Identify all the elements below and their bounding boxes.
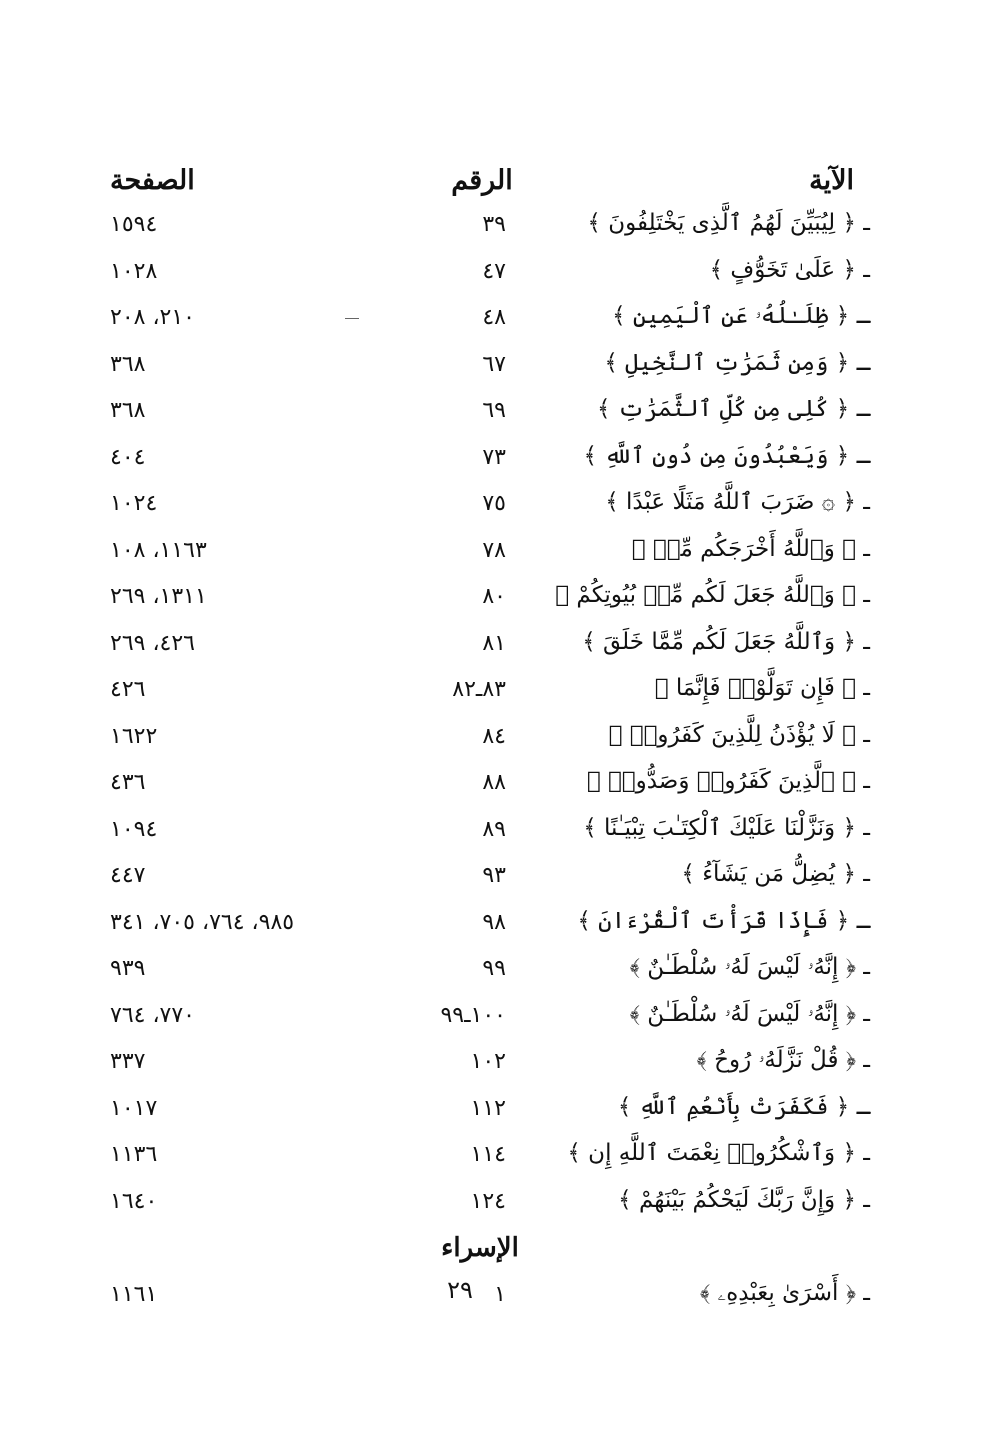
- ayah-text: ـ ﴿ وَنَزَّلْنَا عَلَيْكَ ٱلْكِتَـٰبَ تِبْيَـٰنًا ﴾: [583, 814, 870, 841]
- ayah-number: ٨٨: [482, 770, 506, 795]
- ayah-number: ٤٨: [482, 305, 506, 330]
- ayah-text: ـ ﴿ فَإِذَا قَرَأْتَ ٱلْقُرْءَانَ ﴾: [577, 907, 870, 934]
- ayah-number: ٨٠: [482, 584, 506, 609]
- page-ref: ٩٣٩: [110, 956, 146, 981]
- table-row: [0, 253, 1000, 300]
- ayah-text: ـ ﴿ وَإِنَّ رَبَّكَ لَيَحْكُمُ بَيْنَهُمْ ﴾: [618, 1186, 870, 1213]
- ayah-text: ـ ﴿ إِنَّهُۥ لَيْسَ لَهُۥ سُلْطَـٰنٌ ﴾: [629, 954, 870, 980]
- ayah-number: ٨٤: [482, 723, 506, 749]
- page-ref: ٤٢٦، ٢٦٩: [110, 630, 195, 656]
- ayah-number: ٦٩: [482, 398, 506, 423]
- ayah-text: ـ ﴿ وَٱللَّهُ جَعَلَ لَكُم مِّمَّا خَلَقَ ﴾: [582, 628, 870, 655]
- ayah-number: ٣٩: [482, 212, 506, 237]
- table-row: [0, 950, 1000, 997]
- ayah-number: ١٠٢: [470, 1049, 506, 1074]
- page-ref: ١٠٢٨: [110, 258, 158, 284]
- table-row: [0, 346, 1000, 393]
- page-ref: ١٥٩٤: [110, 212, 158, 237]
- page-ref: ١٠٢٤: [110, 491, 158, 516]
- ayah-text: ـ ﴿ وَٱشْكُرُوا۟ نِعْمَتَ ٱللَّهِ إِن ﴾: [567, 1140, 870, 1166]
- ayah-number: ٨٣ـ٨٢: [452, 677, 506, 702]
- page-ref: ٣٦٨: [110, 351, 146, 377]
- page-ref: ٢١٠، ٢٠٨: [110, 305, 195, 330]
- ayah-text: ـ ﴿ عَلَىٰ تَخَوُّفٍ ﴾: [709, 256, 870, 283]
- table-row: [0, 857, 1000, 904]
- ayah-number: ٩٩: [482, 956, 506, 981]
- table-row: [0, 1136, 1000, 1183]
- page-ref: ١١٦٣، ١٠٨: [110, 537, 207, 563]
- ayah-number: ٩٨: [482, 909, 506, 935]
- table-row: [0, 392, 1000, 439]
- table-row: [0, 1090, 1000, 1137]
- ayah-number: ٨٩: [482, 816, 506, 842]
- ayah-text: ـ ﴿ أَسْرَىٰ بِعَبْدِهِۦ ﴾: [699, 1279, 870, 1306]
- header-number: الرقم: [451, 165, 513, 196]
- table-row: [0, 485, 1000, 532]
- page-ref: ٤٢٦: [110, 677, 146, 702]
- page-ref: ١١٣٦: [110, 1142, 158, 1167]
- page-ref: ٧٧٠، ٧٦٤: [110, 1002, 195, 1028]
- table-row: [0, 997, 1000, 1044]
- table-row: [0, 532, 1000, 579]
- page-ref: ٣٣٧: [110, 1049, 146, 1074]
- page-number: ٢٩: [447, 1276, 473, 1304]
- ayah-text: ـ ﴿ يُضِلُّ مَن يَشَآءُ ﴾: [681, 861, 870, 887]
- ayah-text: ـ ﴿ فَكَفَرَتْ بِأَنْعُمِ ٱللَّهِ ﴾: [617, 1093, 870, 1120]
- table-row: [0, 671, 1000, 718]
- ayah-number: ٧٣: [482, 444, 506, 470]
- table-row: [0, 764, 1000, 811]
- page-ref: ٤٣٦: [110, 770, 146, 795]
- page-ref: ١١٦١: [110, 1281, 158, 1307]
- header-ayah: الآية: [809, 165, 854, 196]
- page-ref: ١٦٤٠: [110, 1188, 158, 1214]
- table-row: [0, 439, 1000, 486]
- ayah-text: ـ ﴿ وَٱللَّهُ جَعَلَ لَكُم مِّنۢ بُيُوتِكُمْ ﴾: [555, 582, 870, 608]
- table-row: [0, 904, 1000, 951]
- ayah-text: ـ ﴿ ٱلَّذِينَ كَفَرُوا۟ وَصَدُّوا۟ ﴾: [586, 768, 870, 794]
- ayah-text: ـ ﴿ فَإِن تَوَلَّوْا۟ فَإِنَّمَا ﴾: [654, 675, 870, 701]
- ayah-text: ـ ﴿ وَٱللَّهُ أَخْرَجَكُم مِّنۢ ﴾: [631, 535, 870, 562]
- page-ref: ٤٠٤: [110, 444, 146, 470]
- ayah-text: ـ ﴿ وَيَعْبُدُونَ مِن دُونِ ٱللَّهِ ﴾: [583, 442, 870, 469]
- ayah-text: ـ ﴿ قُلْ نَزَّلَهُۥ رُوحُ ﴾: [696, 1047, 870, 1073]
- table-row: [0, 206, 1000, 253]
- ayah-text: ـ ﴿ لِيُبَيِّنَ لَهُمُ ٱلَّذِى يَخْتَلِفُونَ ﴾: [587, 210, 870, 236]
- ayah-number: ٩٣: [482, 863, 506, 888]
- page-ref: ١٦٢٢: [110, 723, 158, 749]
- ayah-number: ٨١: [482, 630, 506, 656]
- ayah-number: ١٢٤: [470, 1188, 506, 1214]
- surah-title: الإسراء: [441, 1233, 519, 1263]
- ayah-text: ـ ﴿ ظِلَـٰلُهُۥ عَنِ ٱلْيَمِينِ ﴾: [612, 303, 870, 329]
- page-ref: ٣٦٨: [110, 398, 146, 423]
- ayah-number: ١١٤: [470, 1142, 506, 1167]
- ayah-number: ١١٢: [470, 1095, 506, 1121]
- ayah-text: ـ ﴿ ۞ ضَرَبَ ٱللَّهُ مَثَلًا عَبْدًا ﴾: [605, 489, 870, 515]
- page-ref: ١٠٩٤: [110, 816, 158, 842]
- ayah-number: ١٠٠ـ٩٩: [440, 1002, 506, 1028]
- table-row: [0, 811, 1000, 858]
- index-rows: [0, 206, 1000, 1322]
- table-row: [0, 299, 1000, 346]
- page-ref: ٩٨٥، ٧٦٤، ٧٠٥، ٣٤١: [110, 909, 295, 935]
- ayah-text: ـ ﴿ لَا يُؤْذَنُ لِلَّذِينَ كَفَرُوا۟ ﴾: [608, 721, 870, 748]
- table-row: [0, 718, 1000, 765]
- page-ref: ٤٤٧: [110, 863, 146, 888]
- page-ref: ١٠١٧: [110, 1095, 158, 1121]
- ayah-text: ـ ﴿ وَمِن ثَمَرَٰتِ ٱلنَّخِيلِ ﴾: [604, 349, 870, 376]
- ayah-number: ١: [494, 1281, 506, 1307]
- table-row: [0, 578, 1000, 625]
- header-page: الصفحة: [110, 165, 195, 196]
- table-row: [0, 625, 1000, 672]
- ayah-text: ـ ﴿ كُلِى مِن كُلِّ ٱلثَّمَرَٰتِ ﴾: [597, 396, 870, 422]
- page-ref: ١٣١١، ٢٦٩: [110, 584, 207, 609]
- table-row: [0, 1276, 1000, 1323]
- surah-section-header: [0, 1229, 1000, 1276]
- table-row: [0, 1043, 1000, 1090]
- table-row: [0, 1183, 1000, 1230]
- ayah-text: ـ ﴿ إِنَّهُۥ لَيْسَ لَهُۥ سُلْطَـٰنٌ ﴾: [629, 1000, 870, 1027]
- ayah-number: ٦٧: [482, 351, 506, 377]
- ayah-number: ٧٥: [482, 491, 506, 516]
- ayah-number: ٤٧: [482, 258, 506, 284]
- ayah-number: ٧٨: [482, 537, 506, 563]
